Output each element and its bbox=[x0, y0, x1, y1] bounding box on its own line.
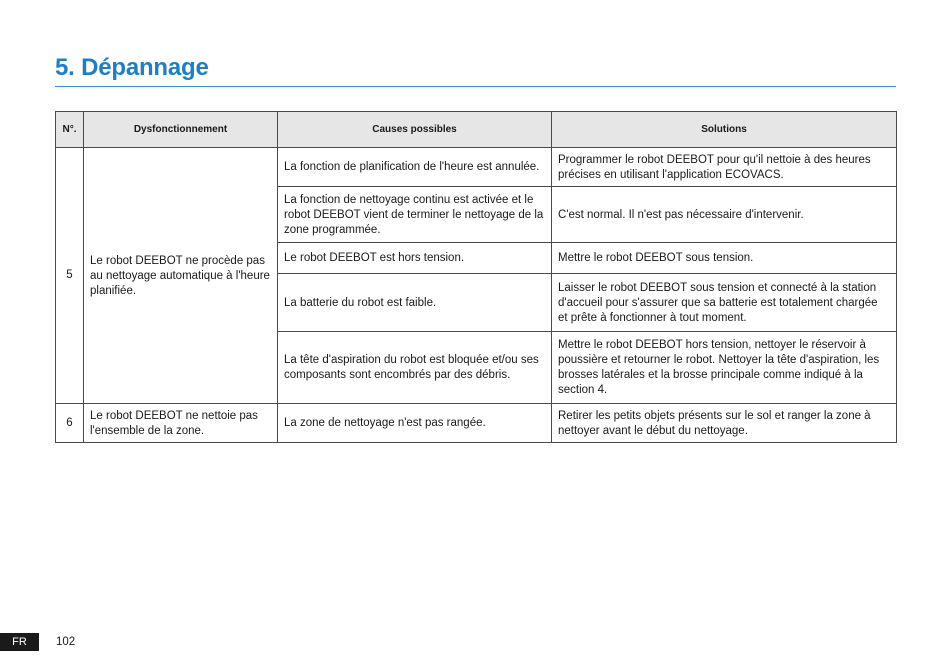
solution-cell: C'est normal. Il n'est pas nécessaire d'intervenir. bbox=[552, 187, 897, 243]
solution-cell: Laisser le robot DEEBOT sous tension et connecté à la station d'accueil pour s'assurer que sa batterie est totalement chargée et prête à fonctionner à tout moment. bbox=[552, 274, 897, 332]
table-row bbox=[56, 148, 897, 187]
solution-cell: Mettre le robot DEEBOT hors tension, nettoyer le réservoir à poussière et retourner le robot. Nettoyer la tête d'aspiration, les brosses latérales et la brosse principale comme indiqué à la section 4. bbox=[552, 332, 897, 404]
table-row bbox=[56, 404, 897, 443]
table-header-row bbox=[56, 112, 897, 148]
cause-cell: La zone de nettoyage n'est pas rangée. bbox=[278, 404, 552, 443]
header-number: N°. bbox=[56, 112, 84, 148]
cause-cell: La tête d'aspiration du robot est bloquée et/ou ses composants sont encombrés par des débris. bbox=[278, 332, 552, 404]
header-malfunction: Dysfonctionnement bbox=[84, 112, 278, 148]
page-number: 102 bbox=[56, 636, 76, 648]
title-divider bbox=[55, 86, 896, 87]
solution-cell: Programmer le robot DEEBOT pour qu'il nettoie à des heures précises en utilisant l'application ECOVACS. bbox=[552, 148, 897, 187]
header-solutions: Solutions bbox=[552, 112, 897, 148]
language-badge: FR bbox=[0, 633, 39, 651]
cause-cell: Le robot DEEBOT est hors tension. bbox=[278, 243, 552, 274]
malfunction-cell: Le robot DEEBOT ne procède pas au nettoyage automatique à l'heure planifiée. bbox=[84, 148, 278, 404]
page-title: 5. Dépannage bbox=[55, 54, 209, 81]
solution-cell: Mettre le robot DEEBOT sous tension. bbox=[552, 243, 897, 274]
row-number: 6 bbox=[56, 404, 84, 443]
cause-cell: La batterie du robot est faible. bbox=[278, 274, 552, 332]
cause-cell: La fonction de nettoyage continu est activée et le robot DEEBOT vient de terminer le nettoyage de la zone programmée. bbox=[278, 187, 552, 243]
malfunction-cell: Le robot DEEBOT ne nettoie pas l'ensemble de la zone. bbox=[84, 404, 278, 443]
cause-cell: La fonction de planification de l'heure est annulée. bbox=[278, 148, 552, 187]
solution-cell: Retirer les petits objets présents sur le sol et ranger la zone à nettoyer avant le début du nettoyage. bbox=[552, 404, 897, 443]
troubleshooting-table bbox=[55, 111, 897, 443]
header-causes: Causes possibles bbox=[278, 112, 552, 148]
row-number: 5 bbox=[56, 148, 84, 404]
